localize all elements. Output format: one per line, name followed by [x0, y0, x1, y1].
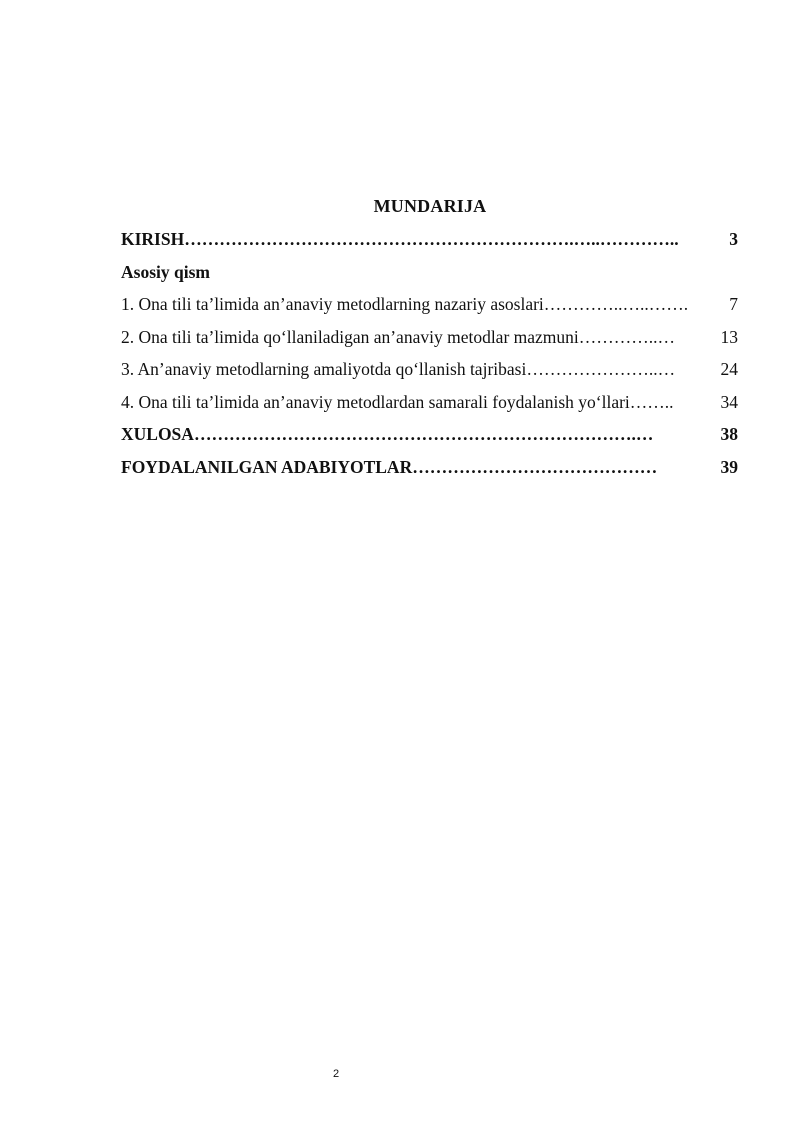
toc-entry-label: XULOSA	[121, 424, 194, 444]
toc-entry-kirish[interactable]	[121, 228, 738, 261]
toc-entry-xulosa[interactable]	[121, 423, 738, 456]
toc-leader-dots: ………………………………………………………….…..…………..	[184, 229, 679, 249]
toc-section-heading: Asosiy qism	[121, 261, 210, 282]
toc-leader-dots: ………………………………………………………………….…	[193, 424, 654, 444]
toc-page-number: 13	[720, 326, 738, 347]
toc-entry-3[interactable]	[121, 358, 738, 391]
toc-entry-label: KIRISH	[121, 229, 185, 249]
toc-leader-dots: …………..…..…….	[543, 294, 689, 314]
toc-entry-2[interactable]	[121, 326, 738, 359]
toc-entry-label: 4. Ona tili ta’limida an’anaviy metodlardan samarali foydalanish yo‘llari	[121, 391, 630, 412]
toc-entry-1[interactable]	[121, 293, 738, 326]
toc-page-number: 7	[729, 294, 738, 314]
toc-leader-dots: …………………..…	[526, 359, 676, 379]
toc-entry-adabiyotlar[interactable]	[121, 456, 738, 489]
toc-leader-dots: …………..…	[578, 326, 676, 347]
toc-title: MUNDARIJA	[373, 196, 487, 216]
toc-page-number: 39	[720, 456, 738, 477]
page-number: 2	[332, 1068, 340, 1080]
toc-entry-label: 2. Ona tili ta’limida qo‘llaniladigan an’anaviy metodlar mazmuni	[121, 326, 579, 347]
toc-page-number: 34	[720, 391, 738, 412]
toc-page-number: 38	[720, 424, 738, 444]
toc-entry-label: 3. An’anaviy metodlarning amaliyotda qo‘llanish tajribasi	[121, 359, 527, 379]
toc-leader-dots: ……………………………………	[412, 456, 658, 477]
toc-entry-label: FOYDALANILGAN ADABIYOTLAR	[121, 456, 413, 477]
table-of-contents	[121, 228, 738, 488]
toc-entry-4[interactable]	[121, 391, 738, 424]
toc-leader-dots: ……..	[629, 391, 674, 412]
toc-page-number: 24	[720, 359, 738, 379]
toc-page-number: 3	[729, 229, 738, 249]
toc-entry-label: 1. Ona tili ta’limida an’anaviy metodlarning nazariy asoslari	[121, 294, 544, 314]
